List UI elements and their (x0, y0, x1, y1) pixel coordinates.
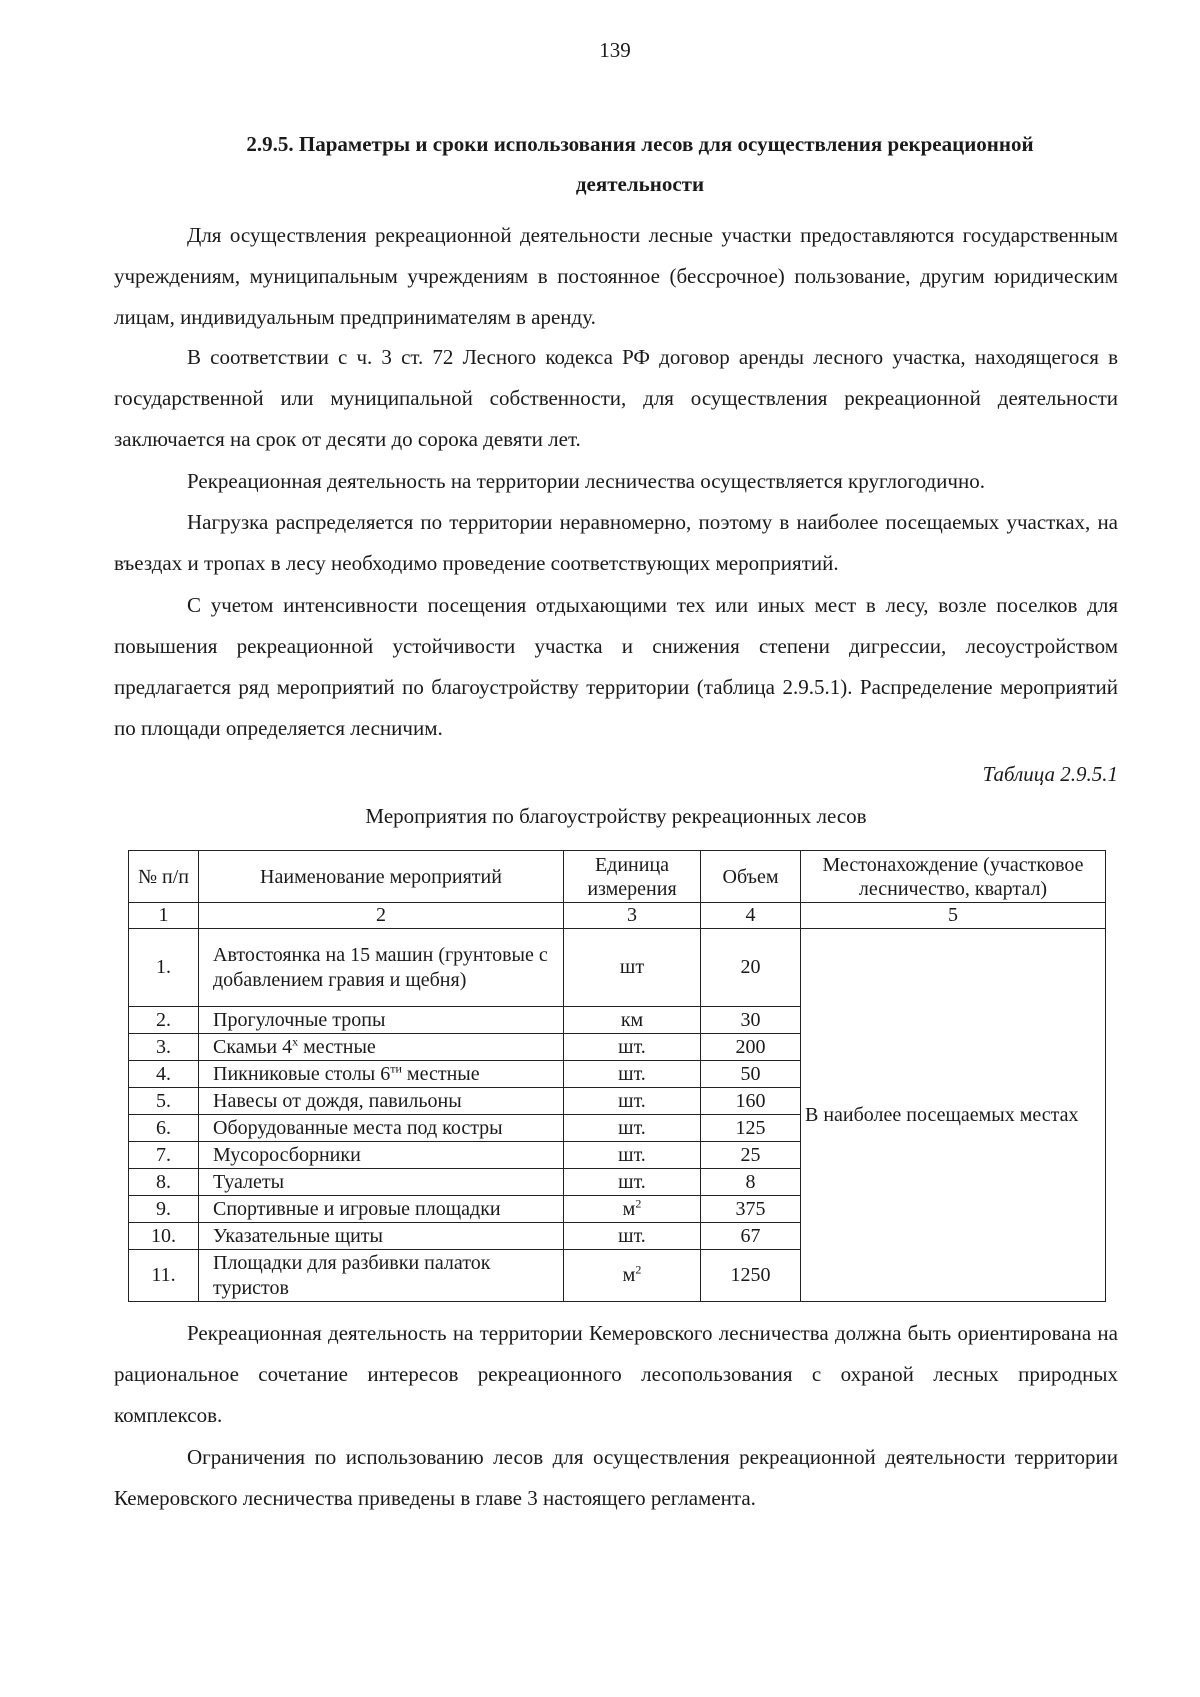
row-volume: 8 (701, 1169, 801, 1196)
row-volume: 30 (701, 1007, 801, 1034)
row-name: Навесы от дождя, павильоны (199, 1088, 564, 1115)
header-name: Наименование мероприятий (199, 851, 564, 903)
row-name: Спортивные и игровые площадки (199, 1196, 564, 1223)
row-volume: 125 (701, 1115, 801, 1142)
col-number: 3 (564, 903, 701, 929)
events-table (128, 850, 1106, 1302)
row-unit-sup: 2 (635, 1262, 642, 1277)
row-name-main: Пикниковые столы 6 (213, 1062, 391, 1085)
col-number: 4 (701, 903, 801, 929)
table-header-row (129, 851, 1106, 903)
row-unit: шт. (564, 1169, 701, 1196)
section-title-line2: деятельности (575, 172, 705, 196)
row-num: 7. (129, 1142, 199, 1169)
header-volume: Объем (701, 851, 801, 903)
table-reference: Таблица 2.9.5.1 (982, 762, 1118, 786)
table-row (129, 929, 1106, 1007)
row-volume: 50 (701, 1061, 801, 1088)
row-volume: 200 (701, 1034, 801, 1061)
row-unit: шт. (564, 1142, 701, 1169)
row-unit (564, 1196, 701, 1223)
row-num: 8. (129, 1169, 199, 1196)
row-name-sup: ти (390, 1060, 402, 1075)
section-title-line1: 2.9.5. Параметры и сроки использования лесов для осуществления рекреационной (246, 132, 1034, 156)
table-caption: Мероприятия по благоустройству рекреационных лесов (365, 804, 867, 828)
row-name (199, 1061, 564, 1088)
row-name: Прогулочные тропы (199, 1007, 564, 1034)
row-name-sup: х (292, 1033, 299, 1048)
row-unit (564, 1250, 701, 1302)
row-num: 5. (129, 1088, 199, 1115)
col-number: 5 (801, 903, 1106, 929)
row-unit: шт. (564, 1223, 701, 1250)
row-num: 11. (129, 1250, 199, 1302)
row-num: 3. (129, 1034, 199, 1061)
row-unit-main: м (622, 1264, 636, 1286)
row-unit: шт. (564, 1115, 701, 1142)
row-name: Указательные щиты (199, 1223, 564, 1250)
paragraph-5: С учетом интенсивности посещения отдыхающими тех или иных мест в лесу, возле поселков для повышения рекреационной устойчивости участка и снижения степени дигрессии, лесоустройством предлагается ряд мероприятий по благоустройству территории (таблица 2.9.5.1). Распределение мероприятий по площади определяется лесничим. (114, 593, 1118, 740)
row-unit: шт. (564, 1088, 701, 1115)
row-name: Автостоянка на 15 машин (грунтовые с добавлением гравия и щебня) (199, 929, 564, 1007)
row-unit: шт. (564, 1034, 701, 1061)
paragraph-2: В соответствии с ч. 3 ст. 72 Лесного кодекса РФ договор аренды лесного участка, находящегося в государственной или муниципальной собственности, для осуществления рекреационной деятельности заключается на срок от десяти до сорока девяти лет. (114, 345, 1118, 451)
row-num: 4. (129, 1061, 199, 1088)
section-title (160, 124, 1120, 204)
location-cell: В наиболее посещаемых местах (801, 929, 1106, 1302)
row-name: Площадки для разбивки палаток туристов (199, 1250, 564, 1302)
row-volume: 160 (701, 1088, 801, 1115)
paragraph-after-table-2: Ограничения по использованию лесов для осуществления рекреационной деятельности территории Кемеровского лесничества приведены в главе 3 настоящего регламента. (114, 1445, 1118, 1510)
row-name-tail: местные (401, 1062, 480, 1085)
row-volume: 20 (701, 929, 801, 1007)
row-volume: 67 (701, 1223, 801, 1250)
col-number: 1 (129, 903, 199, 929)
row-volume: 375 (701, 1196, 801, 1223)
row-unit: км (564, 1007, 701, 1034)
paragraph-1: Для осуществления рекреационной деятельности лесные участки предоставляются государственным учреждениям, муниципальным учреждениям в постоянное (бессрочное) пользование, другим юридическим лицам, индивидуальным предпринимателям в аренду. (114, 223, 1118, 329)
row-volume: 25 (701, 1142, 801, 1169)
page-number: 139 (599, 38, 631, 62)
row-unit-main: м (622, 1197, 636, 1220)
row-name: Оборудованные места под костры (199, 1115, 564, 1142)
header-num: № п/п (129, 851, 199, 903)
header-unit: Единица измерения (564, 851, 701, 903)
row-name: Туалеты (199, 1169, 564, 1196)
row-num: 6. (129, 1115, 199, 1142)
row-unit-sup: 2 (635, 1195, 642, 1210)
paragraph-4: Нагрузка распределяется по территории неравномерно, поэтому в наиболее посещаемых участках, на въездах и тропах в лесу необходимо проведение соответствующих мероприятий. (114, 510, 1118, 575)
row-name-main: Скамьи 4 (213, 1035, 293, 1058)
header-location: Местонахождение (участковое лесничество, квартал) (801, 851, 1106, 903)
row-num: 9. (129, 1196, 199, 1223)
col-number: 2 (199, 903, 564, 929)
paragraph-3: Рекреационная деятельность на территории лесничества осуществляется круглогодично. (187, 469, 985, 493)
row-num: 1. (129, 929, 199, 1007)
column-number-row (129, 903, 1106, 929)
row-num: 10. (129, 1223, 199, 1250)
row-unit: шт. (564, 1061, 701, 1088)
row-volume: 1250 (701, 1250, 801, 1302)
paragraph-after-table-1: Рекреационная деятельность на территории Кемеровского лесничества должна быть ориентирована на рациональное сочетание интересов рекреационного лесопользования с охраной лесных природных комплексов. (114, 1321, 1118, 1427)
row-name (199, 1034, 564, 1061)
row-name-tail: местные (298, 1035, 376, 1058)
row-name: Мусоросборники (199, 1142, 564, 1169)
row-unit: шт (564, 929, 701, 1007)
row-num: 2. (129, 1007, 199, 1034)
